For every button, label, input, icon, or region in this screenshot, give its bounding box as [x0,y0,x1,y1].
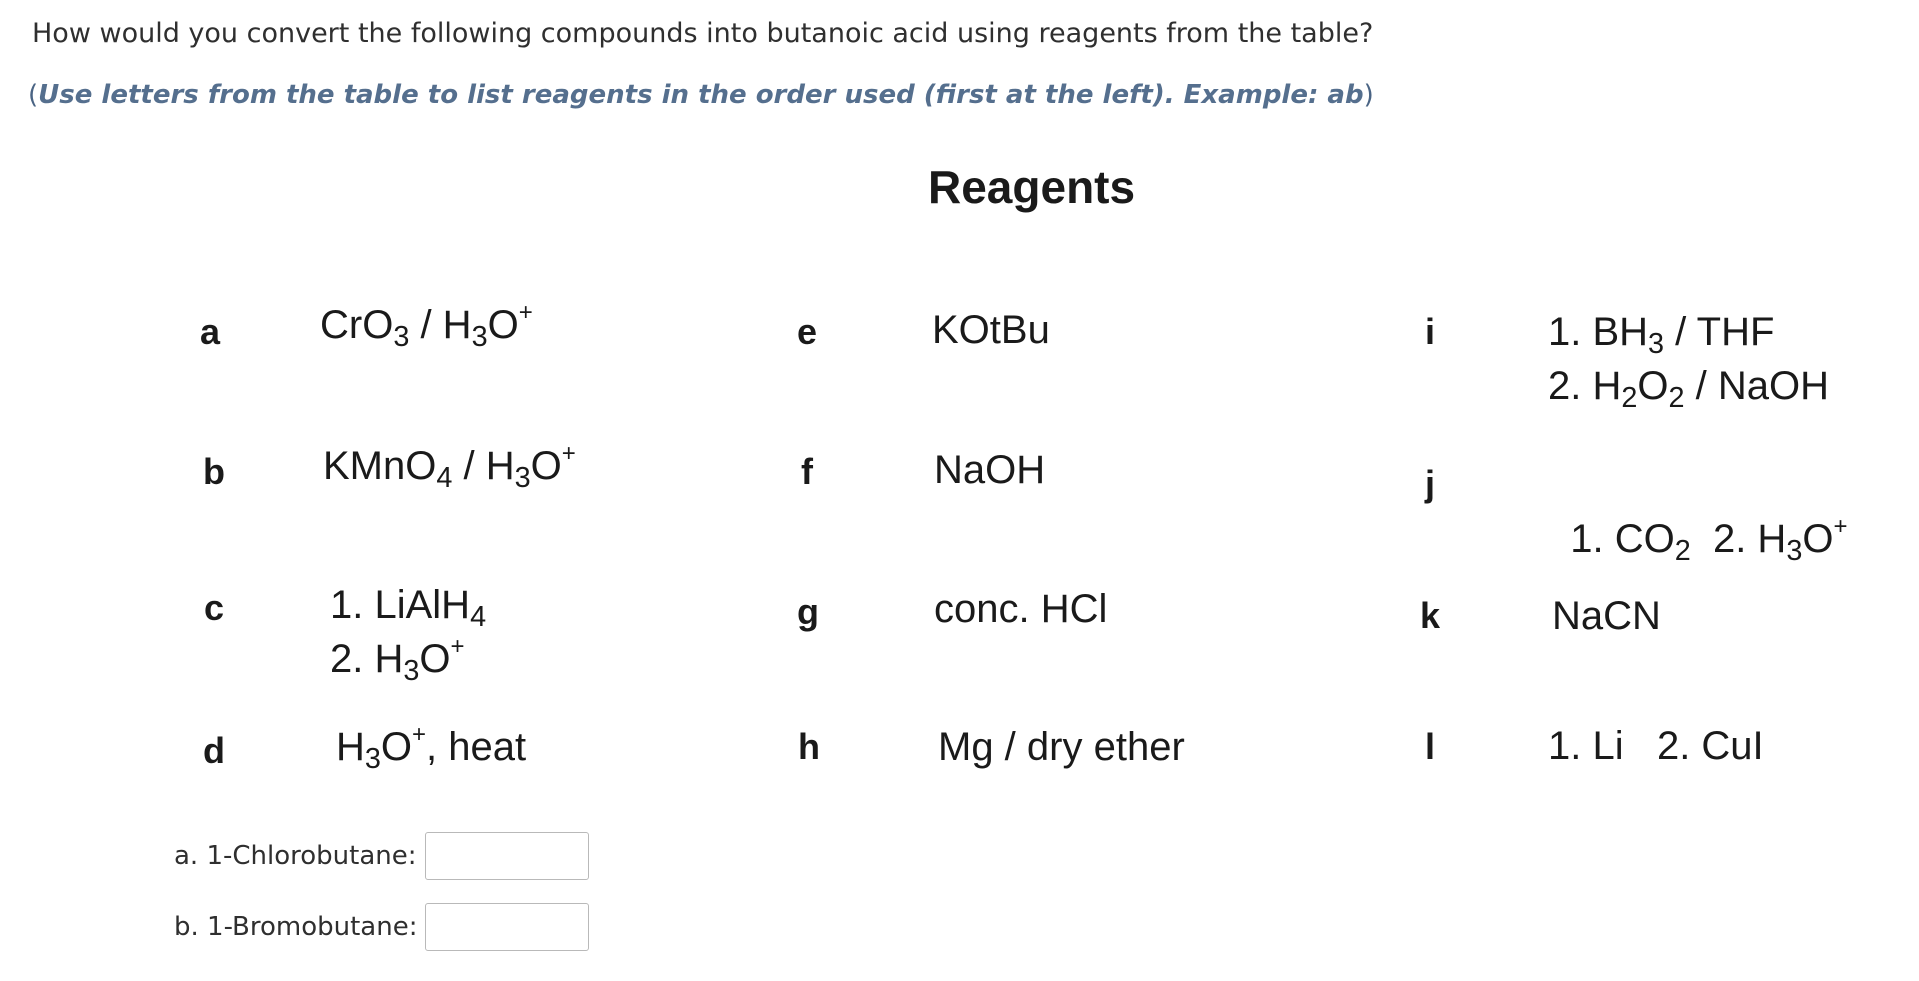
reagent-letter-l: l [1424,726,1435,767]
reagent-i: 1. $BH_3$ / THF 2. $H_2O_2$ / NaOH [1548,310,1829,415]
reagent-g: conc. HCl [934,587,1108,631]
reagents-title: Reagents [928,161,1136,213]
reagent-d: $H_3O^+$, heat [336,721,527,776]
reagent-f: NaOH [934,448,1046,492]
reagent-a: $CrO_3 / H_3O^+$ [320,299,533,354]
reagent-letter-d: d [203,730,225,771]
reagent-letter-b: b [203,451,225,492]
question-text: How would you convert the following compounds into butanoic acid using reagents from the table? [32,18,1374,49]
reagent-e: KOtBu [932,308,1050,352]
answer-input-bromobutane[interactable] [425,903,589,951]
instruction-text: (Use letters from the table to list reagents in the order used (first at the left). Example: ab) [28,80,1374,110]
answer-input-chlorobutane[interactable] [425,832,589,880]
reagent-c: 1. LiAlH$_4$ 2. $H_3O^+$ [330,583,487,688]
reagent-letter-c: c [203,587,225,628]
reagent-letter-g: g [797,591,819,632]
reagent-letter-e: e [796,311,818,352]
instruction-body: Use letters from the table to list reagents in the order used (first at the left). Example: ab [38,80,1364,110]
answer-row-bromobutane [174,903,589,951]
answer-row-chlorobutane [174,832,589,880]
reagent-b: KMnO$_4$ / $H_3O^+$ [323,440,576,495]
reagent-letter-f: f [801,451,813,492]
reagent-letter-j: j [1424,463,1435,504]
reagent-letter-k: k [1419,595,1441,636]
reagent-k: NaCN [1552,594,1661,638]
reagent-j: 1. $CO_2$ 2. $H_3O^+$ [1570,513,1848,568]
reagent-letter-a: a [199,311,221,352]
reagent-letter-h: h [798,726,820,767]
answer-label-bromobutane: b. 1-Bromobutane: [174,912,418,942]
reagent-letter-i: i [1424,311,1435,352]
answer-label-chlorobutane: a. 1-Chlorobutane: [174,841,417,871]
reagent-h: Mg / dry ether [938,725,1185,769]
reagent-l: 1. Li 2. CuI [1548,724,1764,768]
